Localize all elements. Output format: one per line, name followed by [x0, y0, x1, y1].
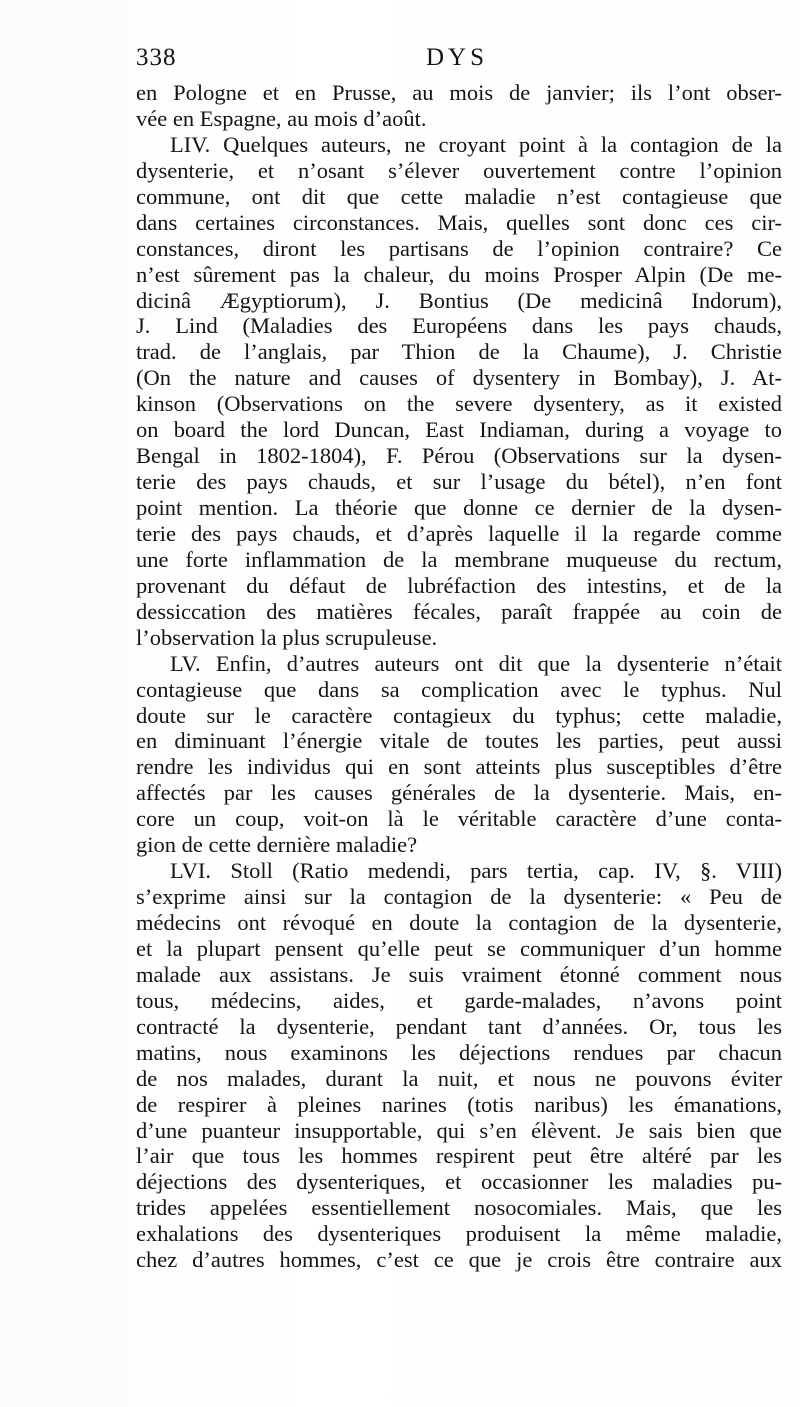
- text-line: constances, diront les partisans de l’opinion contraire? Ce: [136, 235, 782, 261]
- text-line: commune, ont dit que cette maladie n’est contagieuse que: [136, 183, 782, 209]
- text-line: doute sur le caractère contagieux du typhus; cette maladie,: [136, 702, 782, 728]
- text-line: core un coup, voit-on là le véritable caractère d’une conta-: [136, 806, 782, 832]
- text-line: et la plupart pensent qu’elle peut se communiquer d’un homme: [136, 935, 782, 961]
- text-line: exhalations des dysenteriques produisent la même maladie,: [136, 1221, 782, 1247]
- text-line: dans certaines circonstances. Mais, quelles sont donc ces cir-: [136, 209, 782, 235]
- text-line: kinson (Observations on the severe dysentery, as it existed: [136, 391, 782, 417]
- text-line: affectés par les causes générales de la dysenterie. Mais, en-: [136, 780, 782, 806]
- text-line: l’air que tous les hommes respirent peut être altéré par les: [136, 1143, 782, 1169]
- text-line: terie des pays chauds, et d’après laquelle il la regarde comme: [136, 520, 782, 546]
- text-line: tous, médecins, aides, et garde-malades, n’avons point: [136, 987, 782, 1013]
- text-line: chez d’autres hommes, c’est ce que je crois être contraire aux: [136, 1247, 782, 1273]
- text-line: contracté la dysenterie, pendant tant d’années. Or, tous les: [136, 1013, 782, 1039]
- text-line: dysenterie, et n’osant s’élever ouvertement contre l’opinion: [136, 157, 782, 183]
- text-line: dessiccation des matières fécales, paraît frappée au coin de: [136, 598, 782, 624]
- body-text: [136, 80, 782, 1273]
- text-line: gion de cette dernière maladie?: [136, 832, 418, 858]
- page-header: [136, 44, 786, 84]
- text-line: on board the lord Duncan, East Indiaman, during a voyage to: [136, 417, 782, 443]
- text-line: rendre les individus qui en sont atteints plus susceptibles d’être: [136, 754, 782, 780]
- text-line: point mention. La théorie que donne ce dernier de la dysen-: [136, 495, 782, 520]
- text-line: en Pologne et en Prusse, au mois de janvier; ils l’ont obser-: [136, 80, 782, 105]
- page-number: 338: [136, 44, 177, 71]
- text-line: contagieuse que dans sa complication avec le typhus. Nul: [136, 676, 782, 702]
- paragraph-lvi-start: LVI. Stoll (Ratio medendi, pars tertia, cap. IV, §. VIII): [170, 858, 782, 884]
- text-line: l’observation la plus scrupuleuse.: [136, 624, 438, 650]
- paragraph-liv-start: LIV. Quelques auteurs, ne croyant point à la contagion de la: [170, 131, 782, 157]
- text-line: provenant du défaut de lubréfaction des intestins, et de la: [136, 572, 782, 598]
- text-line: terie des pays chauds, et sur l’usage du bétel), n’en font: [136, 469, 782, 495]
- text-line: vée en Espagne, au mois d’août.: [136, 105, 427, 131]
- text-line: de respirer à pleines narines (totis naribus) les émanations,: [136, 1091, 782, 1117]
- text-line: de nos malades, durant la nuit, et nous ne pouvons éviter: [136, 1065, 782, 1091]
- text-line: dicinâ Ægyptiorum), J. Bontius (De medicinâ Indorum),: [136, 287, 782, 313]
- text-line: d’une puanteur insupportable, qui s’en élèvent. Je sais bien que: [136, 1117, 782, 1143]
- text-line: déjections des dysenteriques, et occasionner les maladies pu-: [136, 1169, 782, 1195]
- text-line: trides appelées essentiellement nosocomiales. Mais, que les: [136, 1195, 782, 1221]
- text-line: matins, nous examinons les déjections rendues par chacun: [136, 1039, 782, 1065]
- text-line: s’exprime ainsi sur la contagion de la dysenterie: « Peu de: [136, 884, 782, 910]
- text-line: malade aux assistans. Je suis vraiment étonné comment nous: [136, 961, 782, 987]
- paragraph-lv-start: LV. Enfin, d’autres auteurs ont dit que la dysenterie n’était: [170, 650, 782, 676]
- text-line: une forte inflammation de la membrane muqueuse du rectum,: [136, 546, 782, 572]
- text-line: J. Lind (Maladies des Européens dans les pays chauds,: [136, 313, 782, 339]
- text-line: médecins ont révoqué en doute la contagion de la dysenterie,: [136, 910, 782, 935]
- text-line: en diminuant l’énergie vitale de toutes les parties, peut aussi: [136, 728, 782, 754]
- text-line: (On the nature and causes of dysentery in Bombay), J. At-: [136, 365, 782, 391]
- text-line: n’est sûrement pas la chaleur, du moins Prosper Alpin (De me-: [136, 261, 782, 287]
- text-line: Bengal in 1802-1804), F. Pérou (Observations sur la dysen-: [136, 443, 782, 469]
- running-head: DYS: [426, 44, 489, 71]
- text-line: trad. de l’anglais, par Thion de la Chaume), J. Christie: [136, 339, 782, 365]
